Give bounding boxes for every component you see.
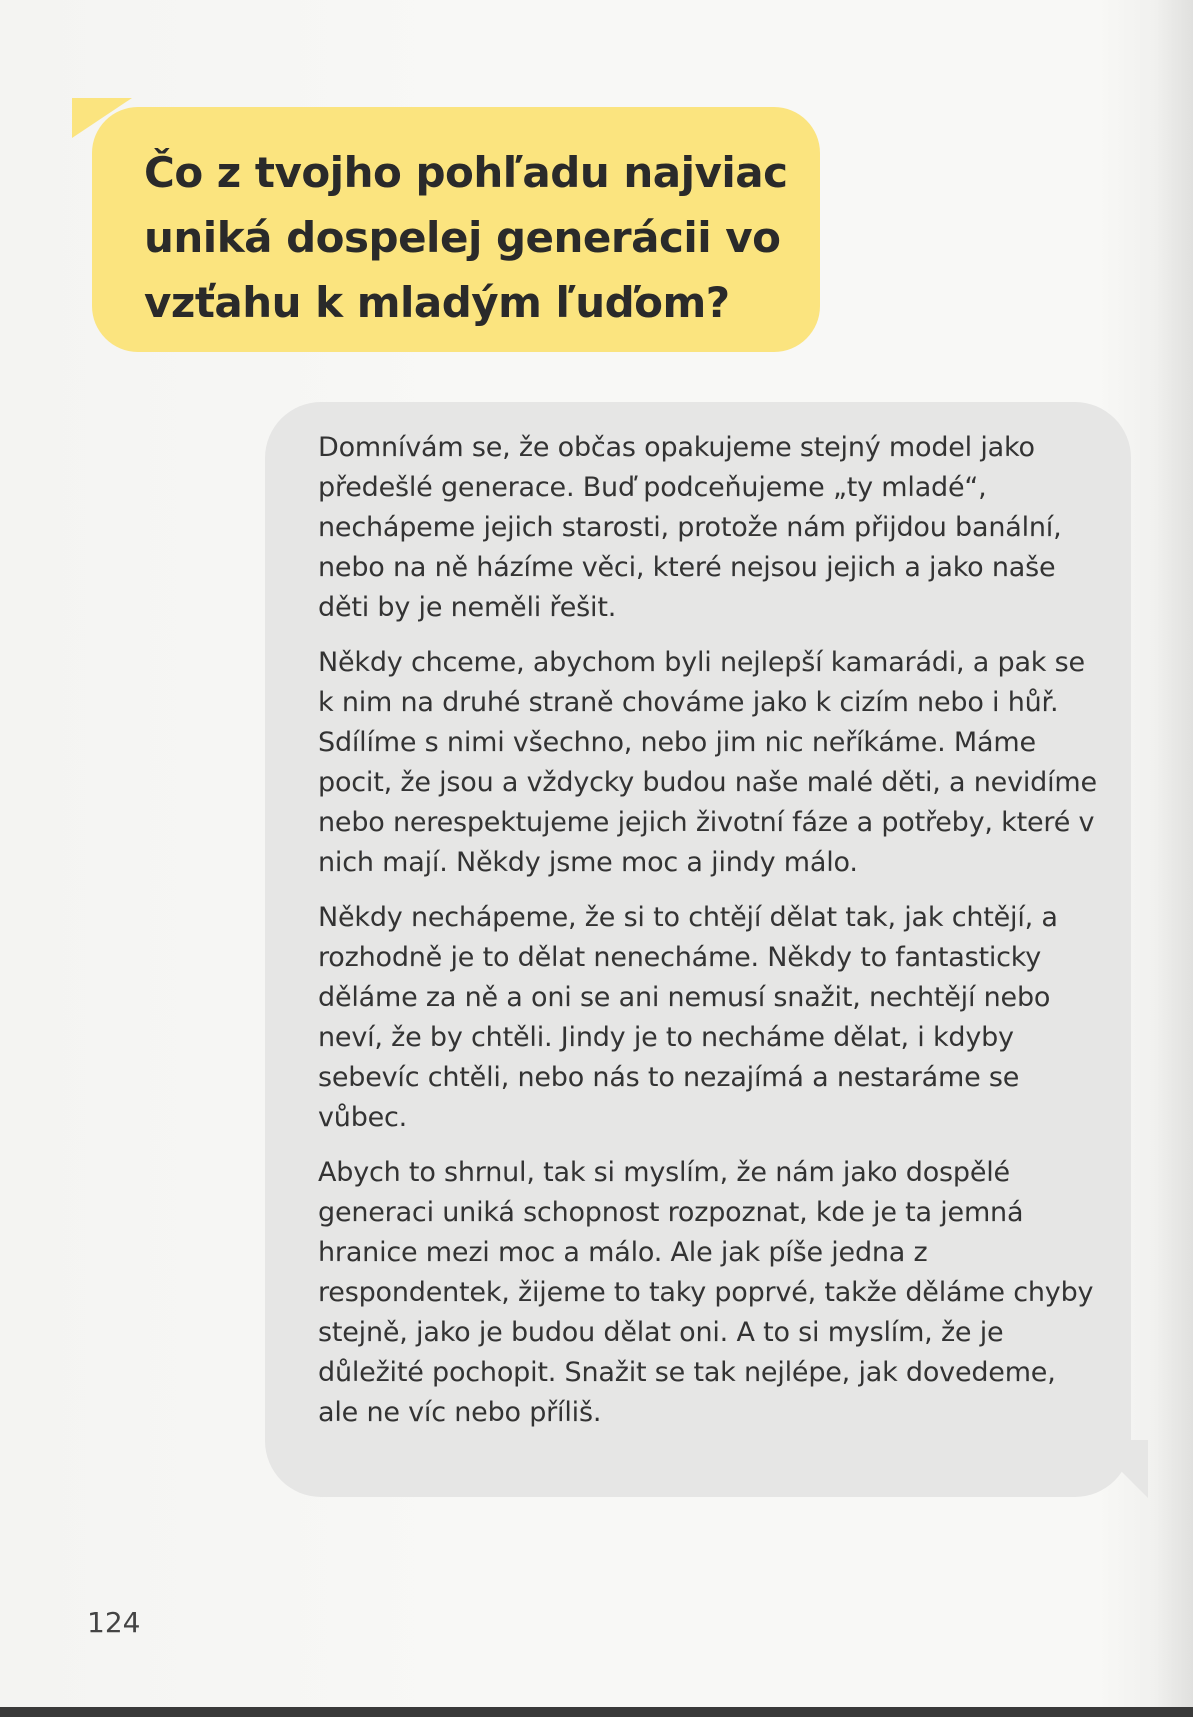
- answer-bubble-tail: [1090, 1440, 1148, 1498]
- answer-paragraph: Abych to shrnul, tak si myslím, že nám jako dospělé generaci uniká schopnost rozpoznat, kde je ta jemná hranice mezi moc a málo. Ale jak píše jedna z respondentek, žijeme to taky poprvé, takže děláme chyby stejně, jako je budou dělat oni. A to si myslím, že je důležité pochopit. Snažit se tak nejlépe, jak dovedeme, ale ne víc nebo příliš.: [318, 1157, 1094, 1428]
- answer-body: [318, 428, 1098, 1448]
- page-number: 124: [87, 1606, 141, 1639]
- answer-paragraph: Někdy nechápeme, že si to chtějí dělat tak, jak chtějí, a rozhodně je to dělat nenecháme. Někdy to fantasticky děláme za ně a oni se ani nemusí snažit, nechtějí nebo neví, že by chtěli. Jindy je to necháme dělat, i kdyby sebevíc chtěli, nebo nás to nezajímá a nestaráme se vůbec.: [318, 902, 1058, 1133]
- scan-bottom-edge: [0, 1707, 1193, 1717]
- page-edge-shadow: [1153, 0, 1193, 1717]
- question-heading: Čo z tvojho pohľadu najviac uniká dospelej generácii vo vzťahu k mladým ľuďom?: [144, 148, 788, 327]
- answer-paragraph: Domnívám se, že občas opakujeme stejný model jako předešlé generace. Buď podceňujeme „ty mladé“, nechápeme jejich starosti, protože nám přijdou banální, nebo na ně házíme věci, které nejsou jejich a jako naše děti by je neměli řešit.: [318, 432, 1062, 623]
- answer-paragraph: Někdy chceme, abychom byli nejlepší kamarádi, a pak se k nim na druhé straně chováme jako k cizím nebo i hůř. Sdílíme s nimi všechno, nebo jim nic neříkáme. Máme pocit, že jsou a vždycky budou naše malé děti, a nevidíme nebo nerespektujeme jejich životní fáze a potřeby, které v nich mají. Někdy jsme moc a jindy málo.: [318, 647, 1097, 878]
